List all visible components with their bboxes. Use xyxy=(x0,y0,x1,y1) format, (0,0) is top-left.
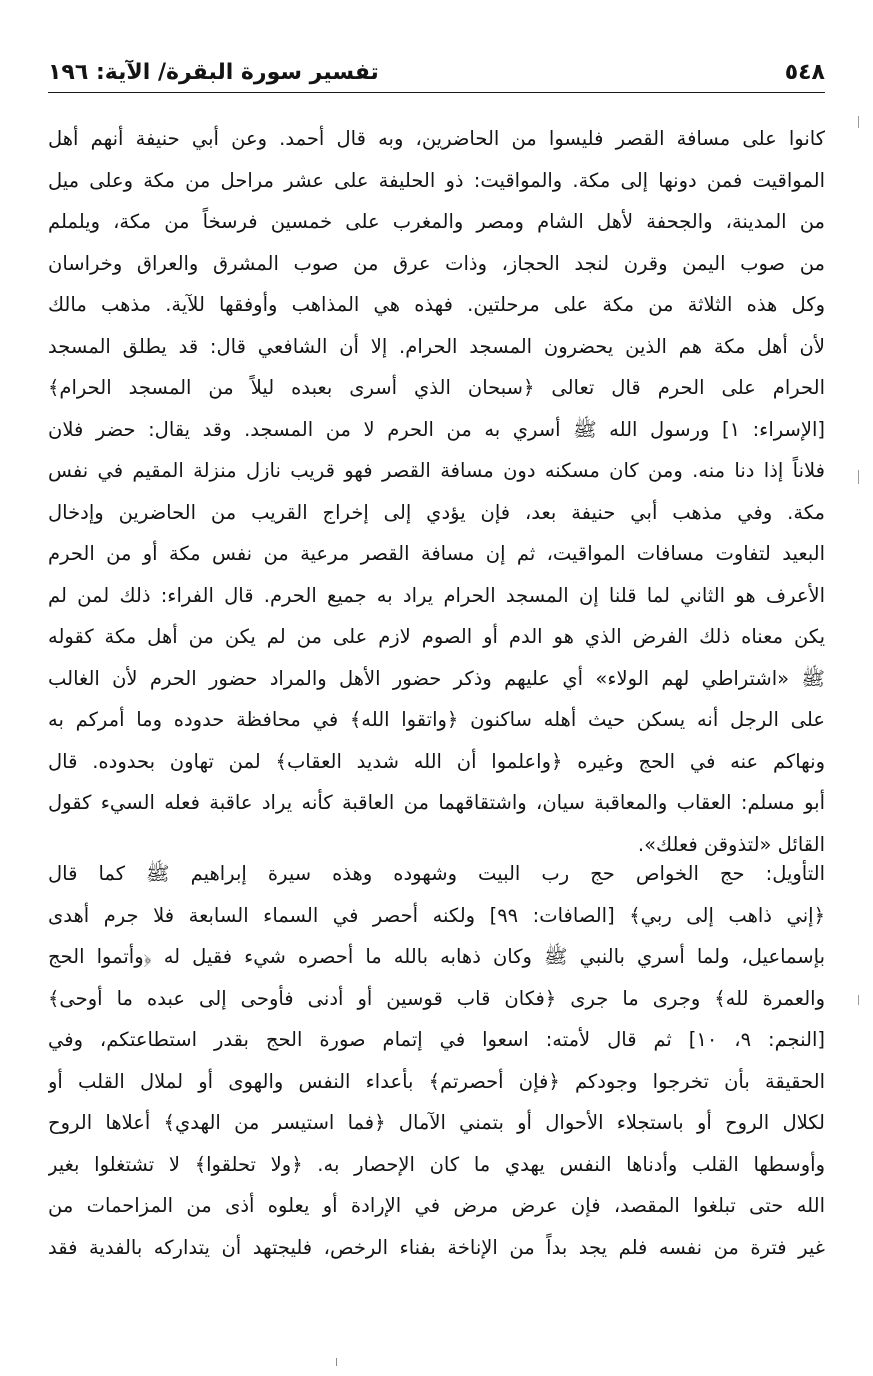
text-line: مكة. وفي مذهب أبي حنيفة بعد، فإن يؤدي إلى إخراج القريب من الحاضرين وإدخال xyxy=(48,500,825,524)
text-line: والعمرة لله﴾ وجرى ما جرى ﴿فكان قاب قوسين أو أدنى فأوحى إلى عبده ما أوحى﴾ xyxy=(48,986,825,1010)
page-number: ٥٤٨ xyxy=(784,60,825,85)
text-line: من صوب اليمن وقرن لنجد الحجاز، وذات عرق من صوب المشرق والعراق وخراسان xyxy=(48,251,825,275)
text-line: الحقيقة بأن تخرجوا وجودكم ﴿فإن أحصرتم﴾ بأعداء النفس والهوى أو لملال القلب أو xyxy=(48,1069,825,1093)
text-line: الأعرف هو الثاني لما قلنا إن المسجد الحرام يراد به جميع الحرم. قال الفراء: ذلك لمن لم xyxy=(48,583,825,607)
running-title: تفسير سورة البقرة/ الآية: ١٩٦ xyxy=(48,60,379,85)
text-line: المواقيت فمن دونها إلى مكة. والمواقيت: ذو الحليفة على عشر مراحل من مكة وعلى ميل xyxy=(48,168,825,192)
paragraph-interpretation xyxy=(48,853,825,1268)
text-line: من المدينة، والجحفة لأهل الشام ومصر والمغرب على خمسين فرسخاً من مكة، ويلملم xyxy=(48,210,825,233)
text-line: وأوسطها القلب وأدناها النفس يهدي ما كان الإحصار به. ﴿ولا تحلقوا﴾ لا تشتغلوا بغير xyxy=(48,1152,825,1176)
text-line: التأويل: حج الخواص حج رب البيت وشهوده وهذه سيرة إبراهيم ﷺ كما قال xyxy=(48,862,825,885)
text-line: [النجم: ٩، ١٠] ثم قال لأمته: اسعوا في إتمام صورة الحج بقدر استطاعتكم، وفي xyxy=(48,1028,825,1051)
scan-mark xyxy=(336,1358,337,1366)
text-line: البعيد لتفاوت مسافات المواقيت، ثم إن مسافة القصر مرعية من نفس مكة أو من الحرم xyxy=(48,542,825,565)
paragraph-commentary xyxy=(48,118,825,865)
text-line: لكلال الروح أو باستجلاء الأحوال أو بتمني الآمال ﴿فما استيسر من الهدي﴾ أعلاها الروح xyxy=(48,1111,825,1134)
text-line: لأن أهل مكة هم الذين يحضرون المسجد الحرام. إلا أن الشافعي قال: قد يطلق المسجد xyxy=(48,334,825,358)
margin-mark xyxy=(858,470,859,484)
text-line: بإسماعيل، ولما أسري بالنبي ﷺ وكان ذهابه بالله ما أحصره شيء فقيل له ﴿وأتموا الحج xyxy=(48,945,825,968)
text-line: [الإسراء: ١] ورسول الله ﷺ أسري به من الحرم لا من المسجد. وقد يقال: حضر فلان xyxy=(48,417,825,441)
margin-mark xyxy=(858,995,859,1005)
text-line: ونهاكم عنه في الحج وغيره ﴿واعلموا أن الله شديد العقاب﴾ لمن تهاون بحدوده. قال xyxy=(48,749,825,773)
page-header xyxy=(48,52,825,92)
text-line: ﷺ «اشتراطي لهم الولاء» أي عليهم وذكر حضور الأهل والمراد حضور الحرم لأن الغالب xyxy=(48,666,825,690)
text-line: كانوا على مسافة القصر فليسوا من الحاضرين، وبه قال أحمد. وعن أبي حنيفة أنهم أهل xyxy=(48,127,825,150)
margin-mark xyxy=(858,116,859,128)
text-line: ﴿إني ذاهب إلى ربي﴾ [الصافات: ٩٩] ولكنه أحصر في السماء السابعة فلا جرم أهدى xyxy=(48,903,825,927)
text-line: يكن معناه ذلك الفرض الذي هو الدم أو الصوم لازم على من لم يكن من أهل مكة كقوله xyxy=(48,625,825,648)
text-line: وكل هذه الثلاثة من مكة على مرحلتين. فهذه هي المذاهب وأوفقها للآية. مذهب مالك xyxy=(48,293,825,316)
text-line: فلاناً إذا دنا منه. ومن كان مسكنه دون مسافة القصر فهو قريب نازل منزلة المقيم في نفس xyxy=(48,459,825,482)
text-line: القائل «لتذوقن فعلك». xyxy=(637,832,825,856)
header-divider xyxy=(48,92,825,93)
text-line: على الرجل أنه يسكن حيث أهله ساكنون ﴿واتقوا الله﴾ في محافظة حدوده وما أمركم به xyxy=(48,708,825,731)
text-line: الله حتى تبلغوا المقصد، فإن عرض مرض في الإرادة أو يعلوه أذى من المزاحمات من xyxy=(48,1194,825,1217)
text-line: غير فترة من نفسه فلم يجد بداً من الإناخة بفناء الرخص، فليجتهد أن يتداركه بالفدية فقد xyxy=(48,1235,825,1259)
text-line: أبو مسلم: العقاب والمعاقبة سيان، واشتقاقهما من العاقبة كأنه يراد عاقبة فعله السيء كقول xyxy=(48,791,825,814)
text-line: الحرام على الحرم قال تعالى ﴿سبحان الذي أسرى بعبده ليلاً من المسجد الحرام﴾ xyxy=(48,376,825,399)
